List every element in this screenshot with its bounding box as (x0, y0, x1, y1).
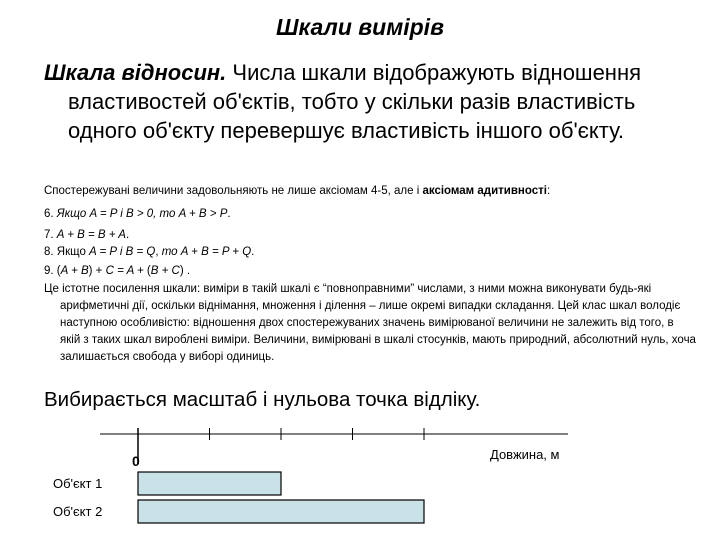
axiom-6-tail: . (227, 208, 231, 220)
axiom-9-sep-1: ) + (88, 265, 106, 277)
object-label-2: Об'єкт 2 (53, 504, 103, 519)
axiom-8-condition: A = P і B = Q (89, 246, 156, 258)
axiom-9-number: 9. ( (44, 265, 61, 277)
object-bar-1 (138, 472, 281, 495)
observed-text: Спостережувані величини задовольняють не лише аксіомам 4-5, але і (44, 185, 423, 197)
scale-choice-statement: Вибирається масштаб і нульова точка відліку. (44, 388, 481, 411)
object-label-1: Об'єкт 1 (53, 476, 103, 491)
strengthening-paragraph: Це істотне посилення шкали: виміри в такій шкалі є “повноправними” числами, з ними можна виконувати будь-які арифметичні дії, оскільки віднімання, множення і ділення – лише окремі випадки складання. Цей клас шкал володіє наступною особливістю: відношення двох спостережуваних значень вимірюваної величини не залежить від того, в якій з таких шкал вироблені виміри. Величини, вимірювані в шкалі стосунків, мають природний, абсолютний нуль, хоча залишається свобода у виборі одиниць. (44, 283, 696, 363)
scale-ticks (138, 428, 424, 464)
zero-label: 0 (132, 453, 140, 469)
definition-lead: Шкала відносин. (44, 60, 227, 85)
axiom-6-number: 6. (44, 208, 57, 220)
axis-label: Довжина, м (490, 447, 560, 462)
axiom-8-result: то A + B = P + Q (161, 246, 252, 258)
additivity-axioms-term: аксіомам адитивності (422, 185, 547, 197)
slide-title: Шкали вимірів (276, 14, 444, 40)
axiom-9-tail: ) . (179, 265, 191, 277)
object-bars (53, 472, 424, 523)
axiom-7-number: 7. (44, 229, 57, 241)
axiom-9-part-3: B + C (150, 265, 180, 277)
axiom-9-part-2: C = A + (105, 265, 144, 277)
axiom-7-tail: . (125, 229, 130, 241)
axiom-6-formula: Якщо A = P і B > 0, то A + B > P (56, 208, 228, 220)
definition-text: Числа шкали відображують відношення властивостей об'єктів, тобто у скільки разів властивість одного об'єкту перевершує властивість іншого об'єкту. (68, 60, 642, 143)
axiom-9-part-1: A + B (60, 265, 89, 277)
axiom-8-tail: . (251, 246, 255, 258)
axiom-8-number: 8. Якщо (44, 246, 90, 258)
object-bar-2 (138, 500, 424, 523)
axiom-7-formula: A + B = B + A (56, 229, 126, 241)
observed-tail: : (546, 185, 551, 197)
axiom-8-separator: , (155, 246, 162, 258)
axiom-9-sep-2: ( (143, 265, 151, 277)
